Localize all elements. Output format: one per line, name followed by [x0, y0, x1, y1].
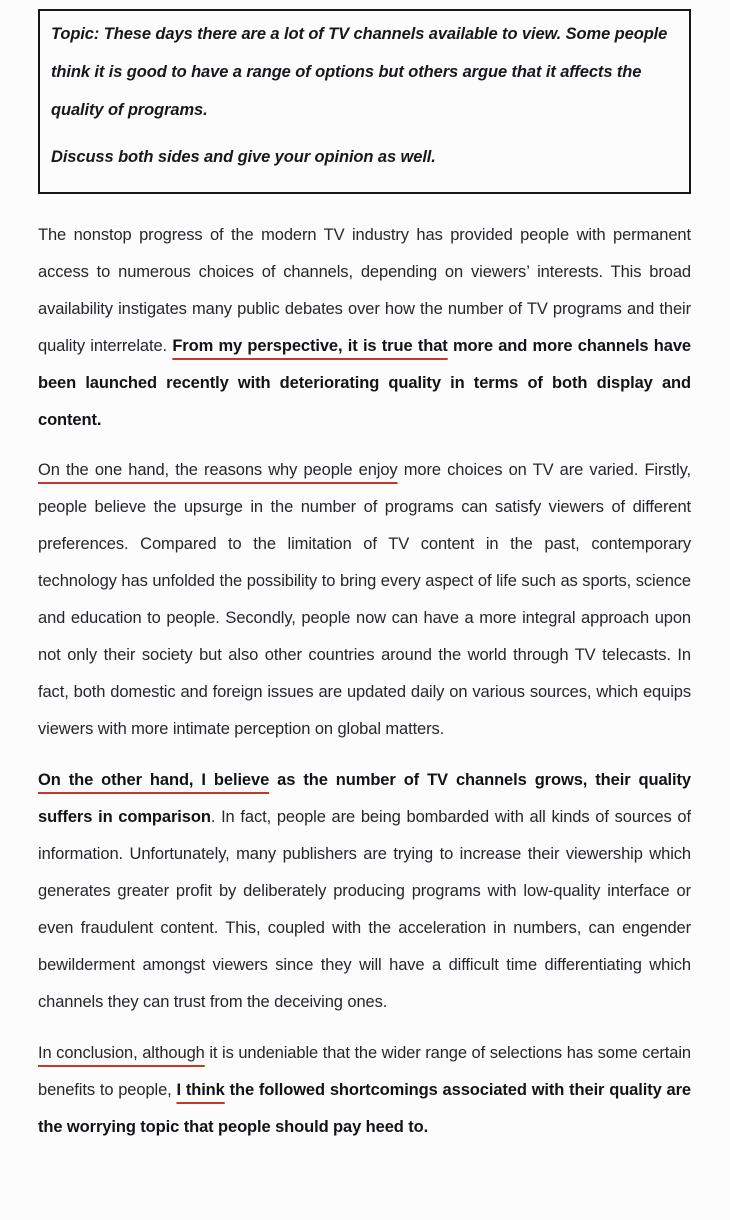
- text-segment: more choices on TV are varied. Firstly, people believe the upsurge in the number of programs can satisfy viewers of different preferences. Compared to the limitation of TV content in the past, contemporary technology has unfolded the possibility to bring every aspect of life such as sports, science and education to people. Secondly, people now can have a more integral approach upon not only their society but also other countries around the world through TV telecasts. In fact, both domestic and foreign issues are updated daily on various sources, which equips viewers with more intimate perception on global matters.: [38, 461, 691, 739]
- underlined-segment: On the other hand, I believe: [38, 771, 270, 790]
- underlined-segment: In conclusion, although: [38, 1043, 205, 1062]
- text-segment: as the number of TV channels grows, their quality suffers in comparison: [38, 771, 691, 827]
- essay-body: [38, 217, 691, 1146]
- text-segment: The nonstop progress of the modern TV industry has provided people with permanent access to numerous choices of channels, depending on viewers’ interests. This broad availability instigates many public debates over how the number of TV programs and their quality interrelate.: [38, 225, 691, 355]
- underlined-segment: I think: [176, 1080, 225, 1099]
- text-segment: it is undeniable that the wider range of selections has some certain benefits to people,: [38, 1043, 691, 1099]
- text-segment: more and more channels have been launched recently with deteriorating quality in terms of both display and content.: [38, 336, 691, 429]
- essay-paragraph: [38, 762, 691, 1021]
- text-segment: the followed shortcomings associated with their quality are the worrying topic that people should pay heed to.: [38, 1080, 692, 1136]
- underlined-segment: On the one hand, the reasons why people enjoy: [38, 461, 398, 480]
- essay-paragraph: [38, 217, 691, 439]
- essay-paragraph: [38, 452, 691, 748]
- text-segment: . In fact, people are being bombarded with all kinds of sources of information. Unfortunately, many publishers are trying to increase their viewership which generates greater profit by deliberately producing programs with low-quality interface or even fraudulent content. This, coupled with the acceleration in numbers, can engender bewilderment amongst viewers since they will have a difficult time differentiating which channels they can trust from the deceiving ones.: [38, 808, 691, 1011]
- topic-box: [38, 9, 691, 194]
- underlined-segment: From my perspective, it is true that: [172, 336, 448, 355]
- topic-instruction: Discuss both sides and give your opinion as well.: [51, 147, 436, 166]
- topic-text: Topic: These days there are a lot of TV channels available to view. Some people think it is good to have a range of options but others argue that it affects the quality of programs.: [51, 25, 668, 119]
- essay-paragraph: [38, 1035, 691, 1146]
